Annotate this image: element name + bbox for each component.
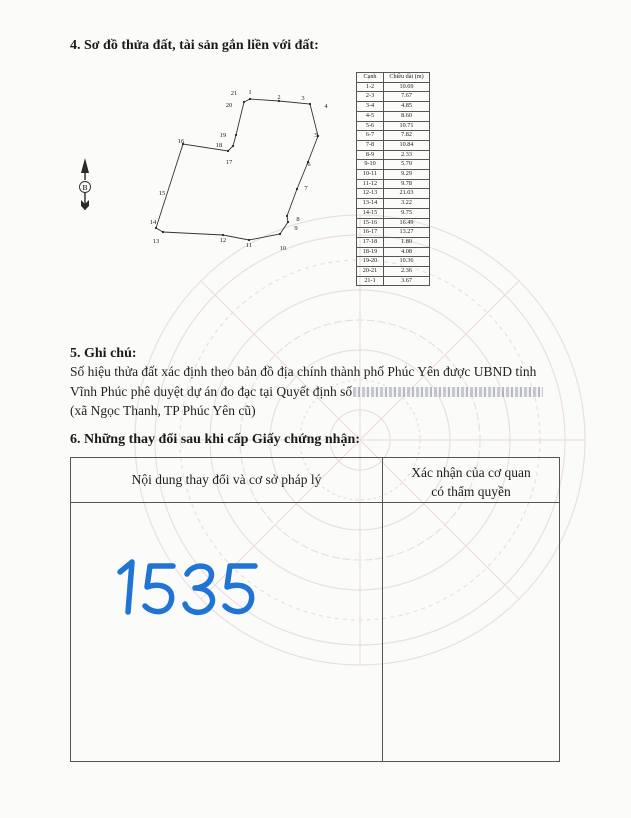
- north-arrow-icon: [80, 158, 91, 210]
- edge-name: 15-16: [357, 218, 384, 228]
- table-row: [357, 82, 430, 92]
- edge-length: 21.03: [384, 189, 430, 199]
- edge-name: 17-18: [357, 237, 384, 247]
- edge-length: 3.67: [384, 276, 430, 286]
- edge-name: 6-7: [357, 131, 384, 141]
- note-text-tail: (xã Ngọc Thanh, TP Phúc Yên cũ): [70, 403, 256, 418]
- table-row: [357, 160, 430, 170]
- edge-length: 2.33: [384, 150, 430, 160]
- edge-length: 10.69: [384, 82, 430, 92]
- table-row: [357, 92, 430, 102]
- edge-name: 12-13: [357, 189, 384, 199]
- edge-length: 1.80: [384, 237, 430, 247]
- vertex-label: 6: [307, 161, 311, 168]
- edge-name: 4-5: [357, 111, 384, 121]
- edge-length: 10.84: [384, 140, 430, 150]
- vertex-label: 14: [149, 219, 157, 226]
- edge-name: 20-21: [357, 267, 384, 277]
- edge-name: 8-9: [357, 150, 384, 160]
- edge-length: 9.29: [384, 170, 430, 180]
- vertex-label: 3: [301, 95, 305, 102]
- note-text: Số hiệu thửa đất xác định theo bản đồ địa chính thành phố Phúc Yên được UBND tỉnh Vĩnh Phúc phê duyệt dự án đo đạc tại Quyết định số: [70, 364, 537, 399]
- edge-length: 10.71: [384, 121, 430, 131]
- table-row: [357, 257, 430, 267]
- edge-name: 19-20: [357, 257, 384, 267]
- table-row: [357, 237, 430, 247]
- edge-length: 7.82: [384, 131, 430, 141]
- edge-length: 13.27: [384, 228, 430, 238]
- vertex-label: 1: [248, 89, 252, 96]
- edge-name: 9-10: [357, 160, 384, 170]
- vertex-label: 21: [230, 90, 238, 97]
- note-paragraph: [70, 362, 560, 421]
- table-row: [357, 179, 430, 189]
- plot-boundary: [156, 99, 318, 240]
- vertex-label: 5: [314, 132, 318, 139]
- edge-name: 16-17: [357, 228, 384, 238]
- edge-name: 14-15: [357, 208, 384, 218]
- edge-length: 4.85: [384, 102, 430, 112]
- table-row: [357, 189, 430, 199]
- table-row: [357, 102, 430, 112]
- column-header: Chiều dài (m): [384, 73, 430, 83]
- table-row: [357, 170, 430, 180]
- table-row: [357, 208, 430, 218]
- vertex-label: 20: [225, 102, 233, 109]
- vertex-label: 2: [277, 94, 281, 101]
- vertex-label: 8: [296, 216, 300, 223]
- table-row: [357, 276, 430, 286]
- vertex-label: 17: [225, 159, 233, 166]
- edge-name: 18-19: [357, 247, 384, 257]
- edge-name: 13-14: [357, 199, 384, 209]
- authority-confirmation-header: [383, 463, 559, 501]
- vertex-label: 11: [245, 242, 253, 249]
- table-row: [357, 247, 430, 257]
- section-5-title: 5. Ghi chú:: [70, 346, 137, 361]
- table-row: [357, 218, 430, 228]
- table-row: [357, 199, 430, 209]
- edge-length-table: [356, 72, 430, 286]
- edge-length: 5.70: [384, 160, 430, 170]
- edge-length: 9.78: [384, 179, 430, 189]
- vertex-label: 15: [158, 190, 166, 197]
- row-divider: [71, 502, 559, 503]
- vertex-label: 18: [215, 142, 223, 149]
- table-row: [357, 121, 430, 131]
- header-line: Xác nhận của cơ quan: [411, 465, 531, 480]
- vertex-label: 19: [219, 132, 227, 139]
- vertex-label: 9: [294, 225, 298, 232]
- vertex-label: 4: [324, 103, 328, 110]
- vertex-label: 16: [177, 138, 185, 145]
- redacted-decision-number: [353, 387, 543, 397]
- table-row: [357, 228, 430, 238]
- edge-length: 2.36: [384, 267, 430, 277]
- handwritten-number: [115, 548, 265, 623]
- table-row: [357, 267, 430, 277]
- edge-name: 3-4: [357, 102, 384, 112]
- column-divider: [382, 458, 383, 761]
- edge-name: 7-8: [357, 140, 384, 150]
- edge-name: 1-2: [357, 82, 384, 92]
- compass-label: B: [82, 183, 88, 192]
- table-row: [357, 150, 430, 160]
- vertex-label: 13: [152, 238, 160, 245]
- edge-name: 11-12: [357, 179, 384, 189]
- vertex-label: 7: [304, 185, 308, 192]
- header-line: có thẩm quyền: [431, 484, 511, 499]
- edge-name: 21-1: [357, 276, 384, 286]
- edge-length: 8.60: [384, 111, 430, 121]
- edge-length: 9.75: [384, 208, 430, 218]
- edge-length: 16.49: [384, 218, 430, 228]
- vertex-label: 10: [279, 245, 287, 252]
- edge-name: 10-11: [357, 170, 384, 180]
- section-4-title: 4. Sơ đồ thửa đất, tài sản gắn liền với đất:: [70, 38, 319, 53]
- changes-content-header: Nội dung thay đổi và cơ sở pháp lý: [131, 472, 322, 487]
- table-row: [357, 131, 430, 141]
- table-header-row: [357, 73, 430, 83]
- column-header: Cạnh: [357, 73, 384, 83]
- edge-name: 5-6: [357, 121, 384, 131]
- land-plot-diagram: [60, 70, 350, 260]
- edge-length: 10.36: [384, 257, 430, 267]
- edge-length: 4.08: [384, 247, 430, 257]
- section-6-title: 6. Những thay đổi sau khi cấp Giấy chứng nhận:: [70, 432, 360, 447]
- table-row: [357, 111, 430, 121]
- table-row: [357, 140, 430, 150]
- edge-name: 2-3: [357, 92, 384, 102]
- vertex-label: 12: [219, 237, 227, 244]
- edge-length: 7.67: [384, 92, 430, 102]
- edge-length: 3.22: [384, 199, 430, 209]
